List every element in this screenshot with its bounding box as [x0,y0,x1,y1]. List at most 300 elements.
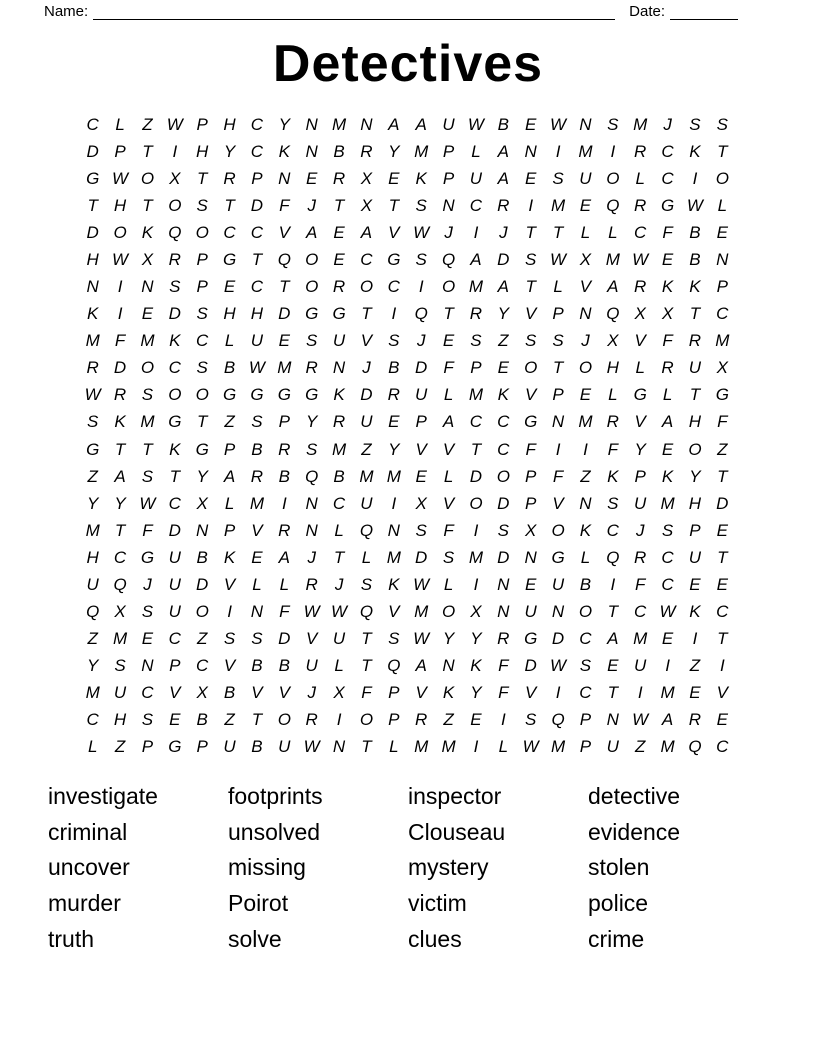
grid-letter: U [305,656,318,676]
grid-letter: J [581,331,590,351]
grid-letter: W [248,358,265,378]
grid-letter: M [468,277,484,297]
grid-letter: S [114,656,126,676]
grid-letter: S [388,331,400,351]
grid-letter: S [87,412,99,432]
grid-letter: G [222,249,237,269]
grid-letter: Z [196,629,208,649]
grid-letter: K [87,304,99,324]
grid-letter: T [114,520,126,540]
grid-letter: U [688,547,702,567]
grid-letter: F [114,331,126,351]
grid-letter: V [525,683,537,703]
grid-letter: L [279,574,290,594]
grid-letter: M [331,439,347,459]
grid-letter: K [388,574,400,594]
grid-letter: U [168,602,181,622]
grid-letter: P [525,466,537,486]
grid-letter: I [583,439,588,459]
grid-letter: I [227,602,232,622]
grid-letter: Y [223,141,236,161]
grid-letter: S [360,574,373,594]
grid-letter: P [388,710,400,730]
grid-letter: D [415,358,428,378]
grid-letter: V [716,683,728,703]
grid-letter: T [87,195,98,215]
word-bank-word: unsolved [228,818,321,845]
grid-letter: D [86,222,99,242]
grid-letter: T [333,547,345,567]
grid-letter: U [415,385,428,405]
grid-letter: T [552,222,564,242]
grid-letter: W [303,602,320,622]
grid-letter: Q [168,222,182,242]
grid-letter: L [252,574,262,594]
grid-letter: R [497,629,510,649]
grid-letter: D [168,520,181,540]
grid-letter: P [689,520,701,540]
grid-letter: Y [470,629,482,649]
grid-letter: Q [441,249,456,269]
grid-letter: W [413,629,430,649]
grid-letter: P [196,737,208,757]
grid-letter: K [661,277,674,297]
grid-letter: J [307,683,316,703]
grid-letter: M [660,493,675,513]
grid-letter: R [278,520,291,540]
grid-letter: S [607,493,619,513]
grid-letter: C [250,141,264,161]
grid-letter: K [169,439,181,459]
grid-letter: K [689,141,701,161]
grid-letter: L [471,141,481,161]
grid-letter: D [250,195,264,215]
grid-letter: N [278,168,291,188]
grid-letter: Z [224,710,235,730]
grid-letter: Y [388,141,400,161]
grid-letter: Z [87,629,98,649]
grid-letter: C [360,249,373,269]
grid-letter: F [662,331,673,351]
grid-letter: C [196,331,209,351]
grid-letter: N [305,141,318,161]
grid-letter: X [114,602,126,622]
grid-letter: J [444,222,453,242]
grid-letter: E [388,412,400,432]
grid-letter: G [86,439,100,459]
word-bank-column [228,779,408,958]
grid-letter: M [578,141,593,161]
grid-letter: B [497,114,509,134]
grid-letter: I [692,629,698,649]
grid-letter: E [661,249,674,269]
word-bank-word: victim [408,890,467,917]
grid-letter: T [142,141,153,161]
grid-letter: D [113,358,127,378]
grid-letter: J [307,547,316,567]
grid-letter: Q [359,602,374,622]
grid-letter: M [468,385,484,405]
grid-letter: G [168,412,182,432]
grid-letter: R [661,358,674,378]
grid-letter: O [305,249,319,269]
grid-letter: W [413,222,430,242]
grid-letter: B [196,547,208,567]
grid-letter: M [112,629,128,649]
grid-letter: W [659,602,676,622]
grid-letter: R [360,141,373,161]
word-bank-word: evidence [588,818,681,845]
grid-letter: D [278,629,291,649]
grid-letter: M [140,412,155,432]
grid-letter: X [333,683,345,703]
grid-letter: E [141,629,154,649]
grid-letter: V [579,277,592,297]
grid-letter: T [388,195,399,215]
grid-letter: L [635,358,645,378]
grid-letter: E [251,547,263,567]
grid-letter: S [223,629,236,649]
grid-letter: M [140,331,155,351]
grid-letter: N [305,520,318,540]
grid-letter: J [635,520,645,540]
grid-letter: Y [634,439,646,459]
grid-letter: P [388,683,400,703]
name-label: Name: [44,3,89,20]
word-bank-word: solve [228,925,282,952]
grid-letter: W [550,656,567,676]
grid-letter: X [196,683,208,703]
grid-letter: N [196,520,209,540]
grid-letter: W [632,249,649,269]
grid-letter: G [332,304,346,324]
grid-letter: E [716,222,728,242]
word-bank-word: detective [588,783,681,809]
grid-letter: S [196,304,208,324]
grid-letter: I [610,574,616,594]
grid-letter: L [443,385,454,405]
grid-letter: Q [551,710,565,730]
grid-letter: B [333,141,345,161]
grid-letter: H [113,710,127,730]
grid-letter: R [113,385,127,405]
grid-letter: E [442,331,455,351]
grid-letter: M [249,493,265,513]
grid-letter: K [415,168,427,188]
grid-letter: M [550,737,566,757]
grid-letter: J [362,358,371,378]
grid-letter: S [661,520,674,540]
grid-letter: B [223,683,236,703]
grid-letter: G [305,304,319,324]
grid-letter: V [388,222,400,242]
grid-letter: A [661,412,674,432]
grid-letter: G [660,195,675,215]
grid-letter: V [251,520,263,540]
grid-letter: B [333,466,345,486]
grid-letter: X [169,168,181,188]
grid-letter: I [692,168,698,188]
grid-letter: W [331,602,348,622]
grid-letter: D [469,466,483,486]
grid-letter: L [389,737,399,757]
grid-letter: G [305,385,319,405]
grid-letter: O [688,439,702,459]
grid-letter: C [250,114,264,134]
grid-letter: F [498,683,509,703]
grid-letter: C [387,277,400,297]
grid-letter: I [281,493,287,513]
grid-letter: Q [305,466,319,486]
grid-letter: D [196,574,209,594]
grid-letter: O [168,195,182,215]
grid-letter: S [141,710,154,730]
grid-letter: U [250,331,264,351]
grid-letter: T [114,439,126,459]
grid-letter: I [473,520,479,540]
grid-letter: E [306,168,318,188]
grid-letter: E [661,629,674,649]
grid-letter: P [579,737,592,757]
word-bank-word: truth [48,925,95,952]
grid-letter: X [360,168,373,188]
grid-letter: P [141,737,154,757]
grid-letter: W [550,114,567,134]
grid-letter: R [634,195,647,215]
grid-letter: K [223,547,236,567]
grid-letter: X [525,520,537,540]
grid-letter: P [196,277,208,297]
grid-letter: P [114,141,126,161]
grid-letter: A [278,547,290,567]
grid-letter: M [660,683,675,703]
grid-letter: M [578,412,593,432]
grid-letter: O [578,358,593,378]
grid-letter: K [333,385,345,405]
grid-letter: M [414,141,429,161]
grid-letter: E [716,574,728,594]
grid-letter: S [579,656,592,676]
grid-letter: H [223,114,236,134]
grid-letter: Q [414,304,428,324]
word-bank-word: missing [228,854,306,881]
grid-letter: E [415,466,427,486]
grid-letter: U [360,412,373,432]
grid-letter: C [716,737,729,757]
grid-letter: C [661,168,674,188]
grid-letter: O [195,222,209,242]
grid-letter: C [606,520,619,540]
grid-letter: M [715,331,730,351]
grid-letter: L [443,574,454,594]
grid-letter: K [579,520,592,540]
grid-letter: O [140,358,155,378]
grid-letter: F [361,683,372,703]
grid-letter: S [141,466,154,486]
grid-letter: O [195,602,209,622]
grid-letter: N [387,520,400,540]
grid-letter: A [415,656,427,676]
grid-letter: R [305,358,318,378]
grid-letter: O [359,277,374,297]
grid-letter: D [360,385,373,405]
grid-letter: I [473,222,479,242]
word-bank-word: investigate [48,783,158,809]
grid-letter: L [635,168,645,188]
grid-letter: F [443,358,454,378]
grid-letter: O [168,385,182,405]
grid-letter: M [414,737,429,757]
grid-letter: B [579,574,592,594]
grid-letter: R [332,277,346,297]
grid-letter: M [633,629,648,649]
grid-letter: G [140,547,155,567]
word-bank-column [588,779,768,958]
grid-letter: M [85,683,100,703]
grid-letter: I [500,710,506,730]
grid-letter: P [196,114,208,134]
grid-letter: A [607,629,619,649]
grid-letter: V [223,656,236,676]
grid-letter: C [661,547,674,567]
grid-letter: L [87,737,98,757]
grid-letter: X [141,249,154,269]
grid-letter: X [607,331,619,351]
grid-letter: R [332,168,346,188]
grid-letter: D [168,304,181,324]
grid-letter: Q [359,520,374,540]
grid-letter: F [717,412,728,432]
grid-letter: V [223,574,236,594]
grid-letter: G [715,385,729,405]
grid-letter: J [499,222,508,242]
grid-letter: S [525,710,537,730]
grid-letter: T [470,439,482,459]
grid-letter: T [689,385,701,405]
grid-letter: S [251,629,263,649]
grid-letter: T [251,710,263,730]
word-bank-word: Poirot [228,890,289,917]
grid-letter: W [413,574,430,594]
grid-letter: C [716,304,729,324]
grid-letter: G [524,412,538,432]
grid-letter: O [140,168,155,188]
grid-letter: E [661,439,674,459]
header [44,3,738,20]
grid-letter: A [470,249,482,269]
grid-letter: R [387,385,400,405]
grid-letter: P [415,412,427,432]
grid-letter: G [195,439,209,459]
grid-letter: T [142,195,153,215]
grid-letter: C [497,439,510,459]
grid-letter: I [637,683,643,703]
word-bank-word: clues [408,925,462,952]
grid-letter: I [473,737,479,757]
grid-letter: M [468,547,484,567]
grid-letter: V [525,385,537,405]
grid-letter: N [579,304,592,324]
grid-letter: N [332,358,346,378]
grid-letter: W [139,493,156,513]
grid-letter: H [113,195,127,215]
grid-letter: C [86,710,99,730]
grid-letter: I [528,195,534,215]
grid-letter: C [661,141,674,161]
grid-letter: B [689,249,701,269]
grid-letter: W [112,168,129,188]
grid-letter: M [441,737,456,757]
grid-letter: I [719,656,725,676]
grid-letter: R [688,710,702,730]
grid-letter: I [117,277,123,297]
grid-letter: F [525,439,536,459]
grid-letter: U [551,574,565,594]
grid-letter: O [305,277,319,297]
grid-letter: Z [634,737,646,757]
grid-letter: K [114,412,126,432]
grid-letter: T [717,547,728,567]
grid-letter: T [251,249,263,269]
grid-letter: S [497,520,509,540]
grid-letter: D [86,141,99,161]
grid-letter: W [550,249,567,269]
grid-letter: O [606,168,620,188]
grid-letter: X [415,493,427,513]
grid-letter: N [497,574,510,594]
word-bank-word: crime [588,925,645,952]
grid-letter: U [113,683,127,703]
grid-letter: M [359,466,374,486]
grid-letter: J [307,195,316,215]
grid-letter: I [336,710,342,730]
grid-letter: X [716,358,728,378]
grid-letter: X [634,304,646,324]
grid-letter: C [141,683,154,703]
grid-letter: S [306,331,318,351]
grid-letter: F [279,195,290,215]
grid-letter: C [469,195,483,215]
grid-letter: S [141,385,154,405]
grid-letter: P [196,249,208,269]
grid-letter: S [525,249,537,269]
grid-letter: C [196,656,209,676]
grid-letter: C [250,222,264,242]
grid-letter: L [580,222,591,242]
grid-letter: P [552,385,564,405]
grid-letter: S [415,195,427,215]
grid-letter: R [278,439,291,459]
grid-letter: F [634,574,646,594]
grid-letter: V [442,493,455,513]
grid-letter: E [525,168,537,188]
grid-letter: P [579,710,592,730]
grid-letter: C [168,629,181,649]
grid-letter: M [386,466,401,486]
grid-letter: G [551,547,565,567]
grid-letter: M [85,520,100,540]
grid-letter: U [332,331,346,351]
grid-letter: A [388,114,400,134]
grid-letter: L [608,385,618,405]
grid-letter: N [524,547,537,567]
grid-letter: M [85,331,100,351]
grid-letter: X [360,195,373,215]
grid-letter: N [305,493,318,513]
grid-letter: T [361,656,372,676]
grid-letter: P [169,656,181,676]
grid-letter: Y [114,493,126,513]
